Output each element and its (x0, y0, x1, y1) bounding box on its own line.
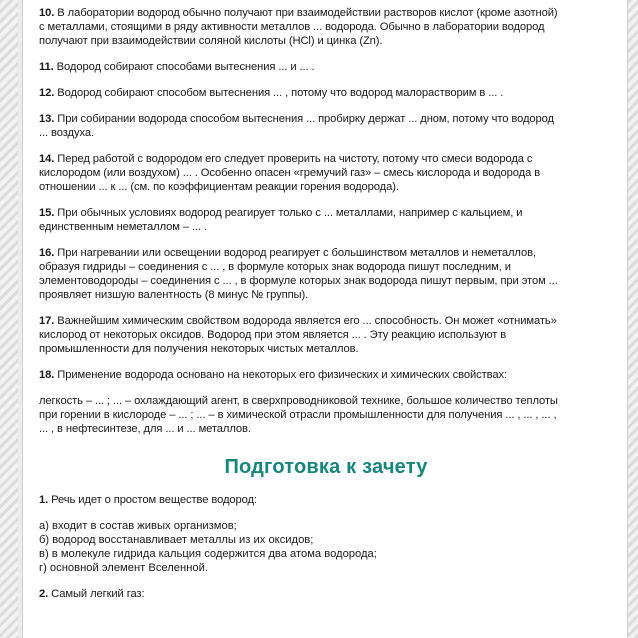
question-text-line: Важнейшим химическим свойством водорода является его ... способность. Он может «отнимать» (57, 315, 557, 327)
question-10 (39, 6, 613, 48)
question-number: 14. (39, 153, 55, 165)
quiz-question-1 (39, 493, 613, 507)
question-text: Самый легкий газ: (51, 588, 145, 600)
question-18-fill-paragraph (39, 394, 613, 436)
right-margin-pattern (628, 0, 638, 638)
question-number: 18. (39, 369, 55, 381)
question-number: 15. (39, 207, 55, 219)
quiz-question-2 (39, 587, 613, 601)
question-text-line: Водород собирают способами вытеснения ... и ... . (56, 61, 315, 73)
question-number: 1. (39, 494, 49, 506)
question-text-line: проявляет низшую валентность (8 минус № группы). (39, 289, 309, 301)
question-text-line: образуя гидриды – соединения с ... , в формуле которых знак водорода пишут последним, и (39, 261, 511, 273)
answer-option-a: а) входит в состав живых организмов; (39, 520, 237, 532)
question-16 (39, 246, 613, 302)
paragraph-line: ... , в нефтесинтезе, для ... и ... металлов. (39, 423, 251, 435)
question-text-line: единственным неметаллом – ... . (39, 221, 208, 233)
question-text-line: В лаборатории водород обычно получают при взаимодействии растворов кислот (кроме азотной) (57, 7, 558, 19)
question-text-line: ... воздуха. (39, 127, 94, 139)
answer-option-d: г) основной элемент Вселенной. (39, 562, 208, 574)
question-15 (39, 206, 613, 234)
question-text-line: Применение водорода основано на некоторых его физических и химических свойствах: (57, 369, 508, 381)
question-number: 10. (39, 7, 55, 19)
answer-options (39, 519, 613, 575)
question-text-line: кислород от некоторых оксидов. Водород при этом является ... . Эту реакцию используют в (39, 329, 507, 341)
question-17 (39, 314, 613, 356)
question-text-line: кислородом (или воздухом) ... . Особенно опасен «гремучий газ» – смесь кислорода и водорода в (39, 167, 541, 179)
question-text-line: промышленности для получения некоторых чистых металлов. (39, 343, 359, 355)
question-number: 16. (39, 247, 55, 259)
question-number: 11. (39, 61, 54, 73)
question-text-line: с металлами, стоящими в ряду активности металлов ... водорода. Обычно в лаборатории водород (39, 21, 545, 33)
question-number: 12. (39, 87, 55, 99)
question-12 (39, 86, 613, 100)
paragraph-line: при горении в кислороде – ... ; ... – в химической отрасли промышленности для получения ... , ... , ... , (39, 409, 557, 421)
question-text-line: Водород собирают способом вытеснения ... , потому что водород малорастворим в ... . (57, 87, 504, 99)
document-page (22, 0, 628, 638)
question-number: 2. (39, 588, 49, 600)
question-text: Речь идет о простом веществе водород: (51, 494, 257, 506)
question-text-line: отношении ... к ... (см. по коэффициентам реакции горения водорода). (39, 181, 399, 193)
section-heading: Подготовка к зачету (224, 456, 428, 478)
question-text-line: При нагревании или освещении водород реагирует с большинством металлов и неметаллов, (57, 247, 536, 259)
question-text-line: элементоводороды – соединения с ... , в формуле которых знак водорода пишут первым, при этом ... (39, 275, 558, 287)
answer-option-b: б) водород восстанавливает металлы из их оксидов; (39, 534, 314, 546)
question-14 (39, 152, 613, 194)
question-18 (39, 368, 613, 382)
paragraph-line: легкость – ... ; ... – охлаждающий агент, в сверхпроводниковой технике, большое количество теплоты (39, 395, 558, 407)
question-number: 17. (39, 315, 55, 327)
question-11 (39, 60, 613, 74)
question-text-line: Перед работой с водородом его следует проверить на чистоту, потому что смеси водорода с (57, 153, 533, 165)
question-number: 13. (39, 113, 55, 125)
question-text-line: При обычных условиях водород реагирует только с ... металлами, например с кальцием, и (57, 207, 523, 219)
answer-option-c: в) в молекуле гидрида кальция содержится два атома водорода; (39, 548, 377, 560)
question-text-line: При собирании водорода способом вытеснения ... пробирку держат ... дном, потому что водород (57, 113, 554, 125)
question-13 (39, 112, 613, 140)
left-margin-pattern (0, 0, 18, 638)
question-text-line: получают при взаимодействии соляной кислоты (HCl) и цинка (Zn). (39, 35, 383, 47)
